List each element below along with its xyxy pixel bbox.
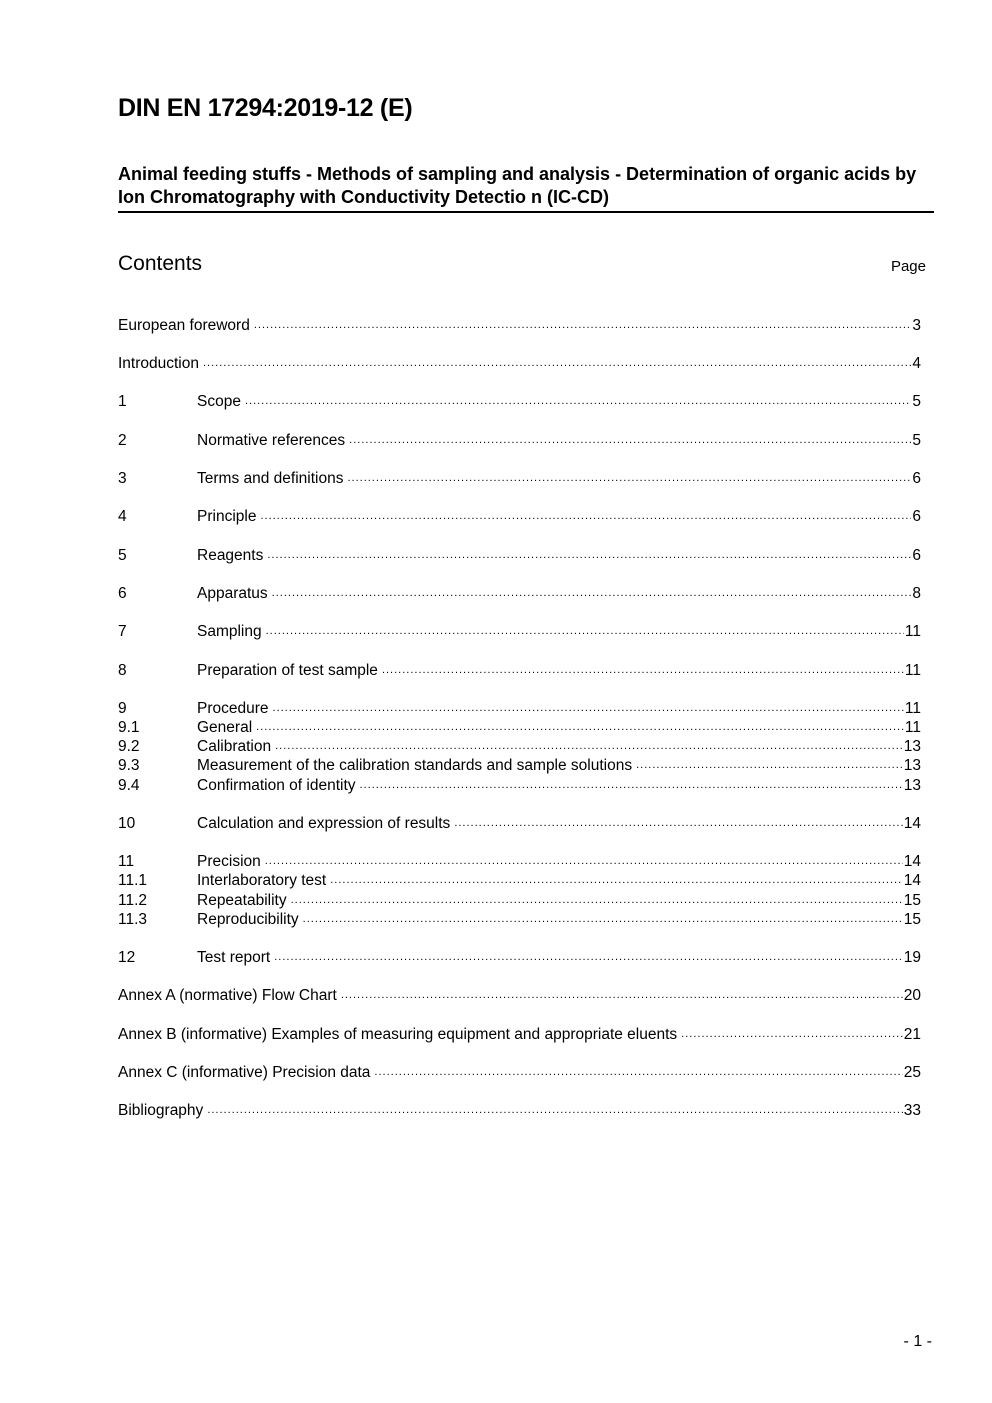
- toc-entry-title: Sampling: [197, 623, 262, 640]
- toc-dot-leader: [681, 1025, 903, 1044]
- toc-entry-page: 5: [912, 432, 921, 449]
- toc-dot-leader: [260, 507, 911, 526]
- toc-dot-leader: [341, 986, 903, 1005]
- toc-entry[interactable]: [118, 986, 921, 1005]
- toc-entry-number: 4: [118, 508, 127, 525]
- toc-entry[interactable]: [118, 756, 921, 775]
- toc-entry-title: Annex A (normative) Flow Chart: [118, 987, 337, 1004]
- toc-entry[interactable]: [118, 469, 921, 488]
- toc-dot-leader: [636, 756, 903, 775]
- toc-entry-number: 6: [118, 585, 127, 602]
- toc-dot-leader: [256, 718, 904, 737]
- toc-dot-leader: [267, 546, 911, 565]
- toc-dot-leader: [382, 661, 904, 680]
- page-column-label: Page: [890, 258, 926, 275]
- toc-entry-number: 10: [118, 815, 136, 832]
- toc-dot-leader: [272, 584, 912, 603]
- toc-entry-number: 11.3: [118, 911, 148, 928]
- toc-dot-leader: [273, 699, 904, 718]
- toc-entry[interactable]: [118, 910, 921, 929]
- toc-entry-page: 15: [903, 911, 921, 928]
- toc-entry[interactable]: [118, 584, 921, 603]
- toc-entry-number: 11.1: [118, 872, 148, 889]
- toc-entry-number: 5: [118, 547, 127, 564]
- toc-entry[interactable]: [118, 718, 921, 737]
- toc-entry[interactable]: [118, 392, 921, 411]
- toc-entry-page: 14: [903, 815, 921, 832]
- toc-dot-leader: [291, 891, 903, 910]
- toc-entry-page: 11: [904, 623, 921, 640]
- toc-entry[interactable]: [118, 1101, 921, 1120]
- toc-entry[interactable]: [118, 661, 921, 680]
- toc-entry[interactable]: [118, 1063, 921, 1082]
- toc-entry-title: Annex B (informative) Examples of measuring equipment and appropriate eluents: [118, 1026, 678, 1043]
- toc-entry-page: 8: [912, 585, 921, 602]
- toc-entry-page: 6: [912, 547, 921, 564]
- toc-dot-leader: [275, 737, 903, 756]
- toc-dot-leader: [349, 431, 911, 450]
- toc-dot-leader: [254, 316, 912, 335]
- toc-entry-page: 13: [903, 777, 921, 794]
- toc-entry[interactable]: [118, 354, 921, 373]
- toc-entry-page: 6: [912, 508, 921, 525]
- toc-entry[interactable]: [118, 1025, 921, 1044]
- toc-entry-number: 8: [118, 662, 127, 679]
- toc-entry-title: Calculation and expression of results: [197, 815, 451, 832]
- toc-dot-leader: [303, 910, 903, 929]
- page-number: - 1 -: [903, 1333, 932, 1350]
- toc-dot-leader: [265, 852, 903, 871]
- toc-entry-title: Normative references: [197, 432, 346, 449]
- toc-entry[interactable]: [118, 776, 921, 795]
- toc-entry-title: Repeatability: [197, 892, 287, 909]
- toc-entry-title: Calibration: [197, 738, 272, 755]
- toc-entry[interactable]: [118, 431, 921, 450]
- toc-entry-page: 13: [903, 738, 921, 755]
- toc-entry-page: 19: [903, 949, 921, 966]
- toc-entry-number: 12: [118, 949, 136, 966]
- toc-dot-leader: [330, 871, 903, 890]
- toc-entry-title: Procedure: [197, 700, 269, 717]
- toc-entry[interactable]: [118, 891, 921, 910]
- toc-entry-title: Interlaboratory test: [197, 872, 327, 889]
- toc-entry[interactable]: [118, 316, 921, 335]
- toc-entry-page: 6: [912, 470, 921, 487]
- toc-dot-leader: [274, 948, 903, 967]
- toc-entry-title: General: [197, 719, 253, 736]
- toc-entry[interactable]: [118, 871, 921, 890]
- toc-entry-number: 3: [118, 470, 127, 487]
- toc-dot-leader: [203, 354, 911, 373]
- toc-entry[interactable]: [118, 622, 921, 641]
- toc-dot-leader: [360, 776, 903, 795]
- toc-entry-title: Preparation of test sample: [197, 662, 378, 679]
- toc-entry-number: 9.4: [118, 777, 140, 794]
- toc-entry-number: 2: [118, 432, 127, 449]
- toc-entry-title: European foreword: [118, 317, 250, 334]
- toc-entry-page: 4: [912, 355, 921, 372]
- toc-entry[interactable]: [118, 737, 921, 756]
- toc-entry-number: 9.3: [118, 757, 140, 774]
- toc-entry-title: Apparatus: [197, 585, 268, 602]
- toc-entry-page: 14: [903, 872, 921, 889]
- document-title: Animal feeding stuffs - Methods of sampling and analysis - Determination of organic acids by Ion Chromatography with Conductivity Detectio n (IC-CD): [118, 163, 934, 213]
- toc-entry[interactable]: [118, 507, 921, 526]
- toc-entry-number: 9: [118, 700, 127, 717]
- toc-entry-number: 11: [118, 853, 135, 870]
- toc-entry-page: 11: [904, 719, 921, 736]
- toc-dot-leader: [374, 1063, 902, 1082]
- toc-entry-title: Terms and definitions: [197, 470, 344, 487]
- toc-entry-title: Annex C (informative) Precision data: [118, 1064, 371, 1081]
- toc-entry-number: 7: [118, 623, 127, 640]
- toc-entry-page: 25: [903, 1064, 921, 1081]
- toc-entry[interactable]: [118, 948, 921, 967]
- toc-entry-page: 11: [904, 700, 921, 717]
- toc-entry[interactable]: [118, 814, 921, 833]
- toc-entry-page: 11: [904, 662, 921, 679]
- toc-entry-title: Precision: [197, 853, 261, 870]
- toc-entry-page: 13: [903, 757, 921, 774]
- document-id: DIN EN 17294:2019-12 (E): [118, 94, 413, 122]
- toc-entry[interactable]: [118, 699, 921, 718]
- toc-entry-page: 20: [903, 987, 921, 1004]
- toc-dot-leader: [454, 814, 902, 833]
- toc-entry[interactable]: [118, 546, 921, 565]
- toc-entry-title: Reproducibility: [197, 911, 299, 928]
- toc-entry-title: Introduction: [118, 355, 199, 372]
- toc-entry-title: Measurement of the calibration standards and sample solutions: [197, 757, 633, 774]
- toc-entry-title: Reagents: [197, 547, 264, 564]
- toc-entry-page: 3: [912, 317, 921, 334]
- toc-entry-title: Confirmation of identity: [197, 777, 356, 794]
- toc-dot-leader: [207, 1101, 902, 1120]
- toc-entry-page: 33: [903, 1102, 921, 1119]
- toc-entry-number: 11.2: [118, 892, 148, 909]
- toc-entry-number: 1: [118, 393, 127, 410]
- toc-dot-leader: [266, 622, 904, 641]
- toc-entry-page: 21: [903, 1026, 921, 1043]
- toc-entry-page: 5: [912, 393, 921, 410]
- contents-heading: Contents: [118, 252, 203, 275]
- toc-entry-number: 9.1: [118, 719, 140, 736]
- toc-entry-title: Scope: [197, 393, 241, 410]
- toc-entry-page: 15: [903, 892, 921, 909]
- toc-entry-title: Principle: [197, 508, 257, 525]
- toc-entry-number: 9.2: [118, 738, 140, 755]
- toc-dot-leader: [245, 392, 911, 411]
- toc-entry[interactable]: [118, 852, 921, 871]
- toc-entry-title: Test report: [197, 949, 271, 966]
- toc-entry-page: 14: [903, 853, 921, 870]
- toc-dot-leader: [347, 469, 911, 488]
- toc-entry-title: Bibliography: [118, 1102, 204, 1119]
